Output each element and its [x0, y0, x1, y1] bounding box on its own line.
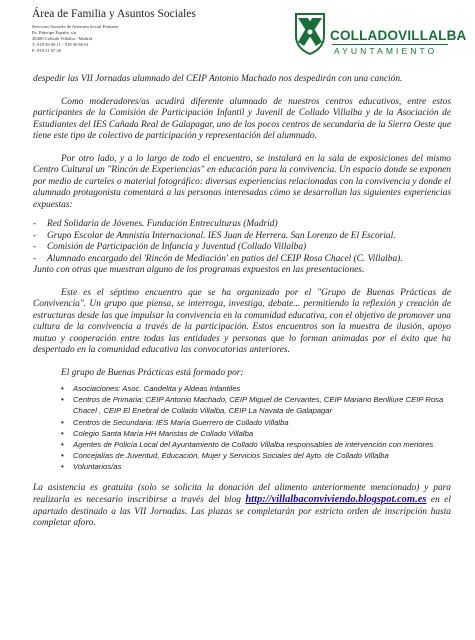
list-item: - Grupo Escolar de Amnistía Internacional. IES Juan de Herrera. San Lorenzo de El Escorial.	[33, 231, 451, 243]
address-line: Pz. Príncipe España, s/n	[32, 30, 77, 35]
logo-name: COLLADOVILLALBA	[330, 28, 467, 43]
address-line: T: 918 56 69 11 - 918 50 69 61	[32, 42, 89, 47]
logo-subtitle: AYUNTAMIENTO	[334, 46, 438, 56]
document-body	[33, 74, 451, 530]
list-item: • Centros de Secundaria: IES María Guerrero de Collado Villalba	[61, 417, 451, 428]
coat-of-arms-icon	[292, 12, 328, 56]
list-item: • Agentes de Policía Local del Ayuntamiento de Collado Villalba responsables de intervención con menores	[61, 439, 451, 450]
logo-divider	[332, 44, 448, 45]
address-line: 28400 Collado Villalba - Madrid	[32, 36, 93, 41]
paragraph-registration	[33, 483, 451, 530]
list-item: - Comisión de Participación de Infancia y Juventud (Collado Villalba)	[33, 242, 451, 254]
registration-text: La asistencia es gratuita (solo se solicita la donación del alimento anteriormente mencionado) y para realizarla es necesario inscribirse a través del blog	[33, 482, 451, 506]
paragraph-good-practices-group: Este es el séptimo encuentro que se ha organizado por el "Grupo de Buenas Prácticas de Convivencia". Un grupo que piensa, se interroga, investiga, debate... permitiendo la reflexión y creación de estructuras desde las que impulsar la convivencia en la comunidad educativa, con el objetivo de promover una cultura de la convivencia a través de la participación. Estos encuentros son la muestra de ilusión, apoyo mutuo y cooperación entre todas las entidades y personas que lo forman animadas por el éxito que ha despertado en la comunidad educativa las convocatorias anteriores.	[33, 287, 451, 355]
list-item: • Voluntarios/as	[61, 461, 451, 472]
paragraph-closing-song: despedir las VII Jornadas alumnado del CEIP Antonio Machado nos despedirán con una canción.	[33, 74, 403, 84]
paragraph-group-members-intro: El grupo de Buenas Prácticas está formado por:	[61, 367, 244, 378]
experiences-list	[33, 219, 451, 265]
paragraph-moderators: Como moderadores/as acudirá diferente alumnado de nuestros centros educativos, entre estos participantes de la Comisión de Participación Infantil y Juvenil de Collado Villalba y de la Asociación de Estudiantes del IES Cañada Real de Galapagar, uno de los pocos centros de secundaria de la Sierra Oeste que tiene este tipo de colectivo de participación y representación del alumnado.	[33, 96, 451, 141]
registration-text-end: en el apartado destinado a las VII Jornadas. Las plazas se completarán por estricto orden de inscripción hasta completar aforo.	[33, 495, 451, 529]
department-title: Área de Familia y Asuntos Sociales	[32, 8, 196, 20]
letterhead	[32, 8, 467, 70]
blog-link[interactable]: http://villalbaconviviendo.blogspot.com.es	[245, 494, 427, 506]
group-members-list	[61, 383, 451, 473]
paragraph-other-programs: Junto con otras que muestran alguno de los programas expuestos en las presentaciones.	[33, 265, 365, 275]
list-item: • Asociaciones: Asoc. Candelita y Aldeas Infantiles	[61, 383, 451, 394]
list-item: • Concejalías de Juventud, Educación, Mujer y Servicios Sociales del Ayto. de Collado Villalba	[61, 450, 451, 461]
list-item: - Red Solidaria de Jóvenes. Fundación Entreculturas (Madrid)	[33, 219, 451, 231]
list-item: - Alumnado encargado del 'Rincón de Mediación' en patios del CEIP Rosa Chacel (C. Villalba).	[33, 254, 451, 266]
list-item: • Centros de Primaria: CEIP Antonio Machado, CEIP Miguel de Cervantes, CEIP Mariano Benlliure CEIP Rosa Chacel , CEIP El Enebral de Collado Villalba, CEIP La Navata de Galapagar	[61, 394, 451, 416]
department-address	[32, 24, 118, 54]
address-line: F: 918 51 07 26	[32, 48, 62, 53]
address-line: Servicios Sociales de Atención Social Primaria	[32, 24, 119, 29]
list-item: • Colegio Santa María HH Maristas de Collado Villalba	[61, 428, 451, 439]
municipal-logo	[292, 12, 467, 64]
paragraph-experiences-corner: Por otro lado, y a lo largo de todo el encuentro, se instalará en la sala de exposiciones del mismo Centro Cultural un "Rincón de Experiencias" en educación para la convivencia. Un espacio donde se exponen por medio de carteles o material fotográfico: diversas experiencias relacionadas con la convivencia y donde el alumnado protagonista comentará a las personas interesadas cómo se desarrollan las siguientes experiencias expuestas:	[33, 153, 451, 210]
